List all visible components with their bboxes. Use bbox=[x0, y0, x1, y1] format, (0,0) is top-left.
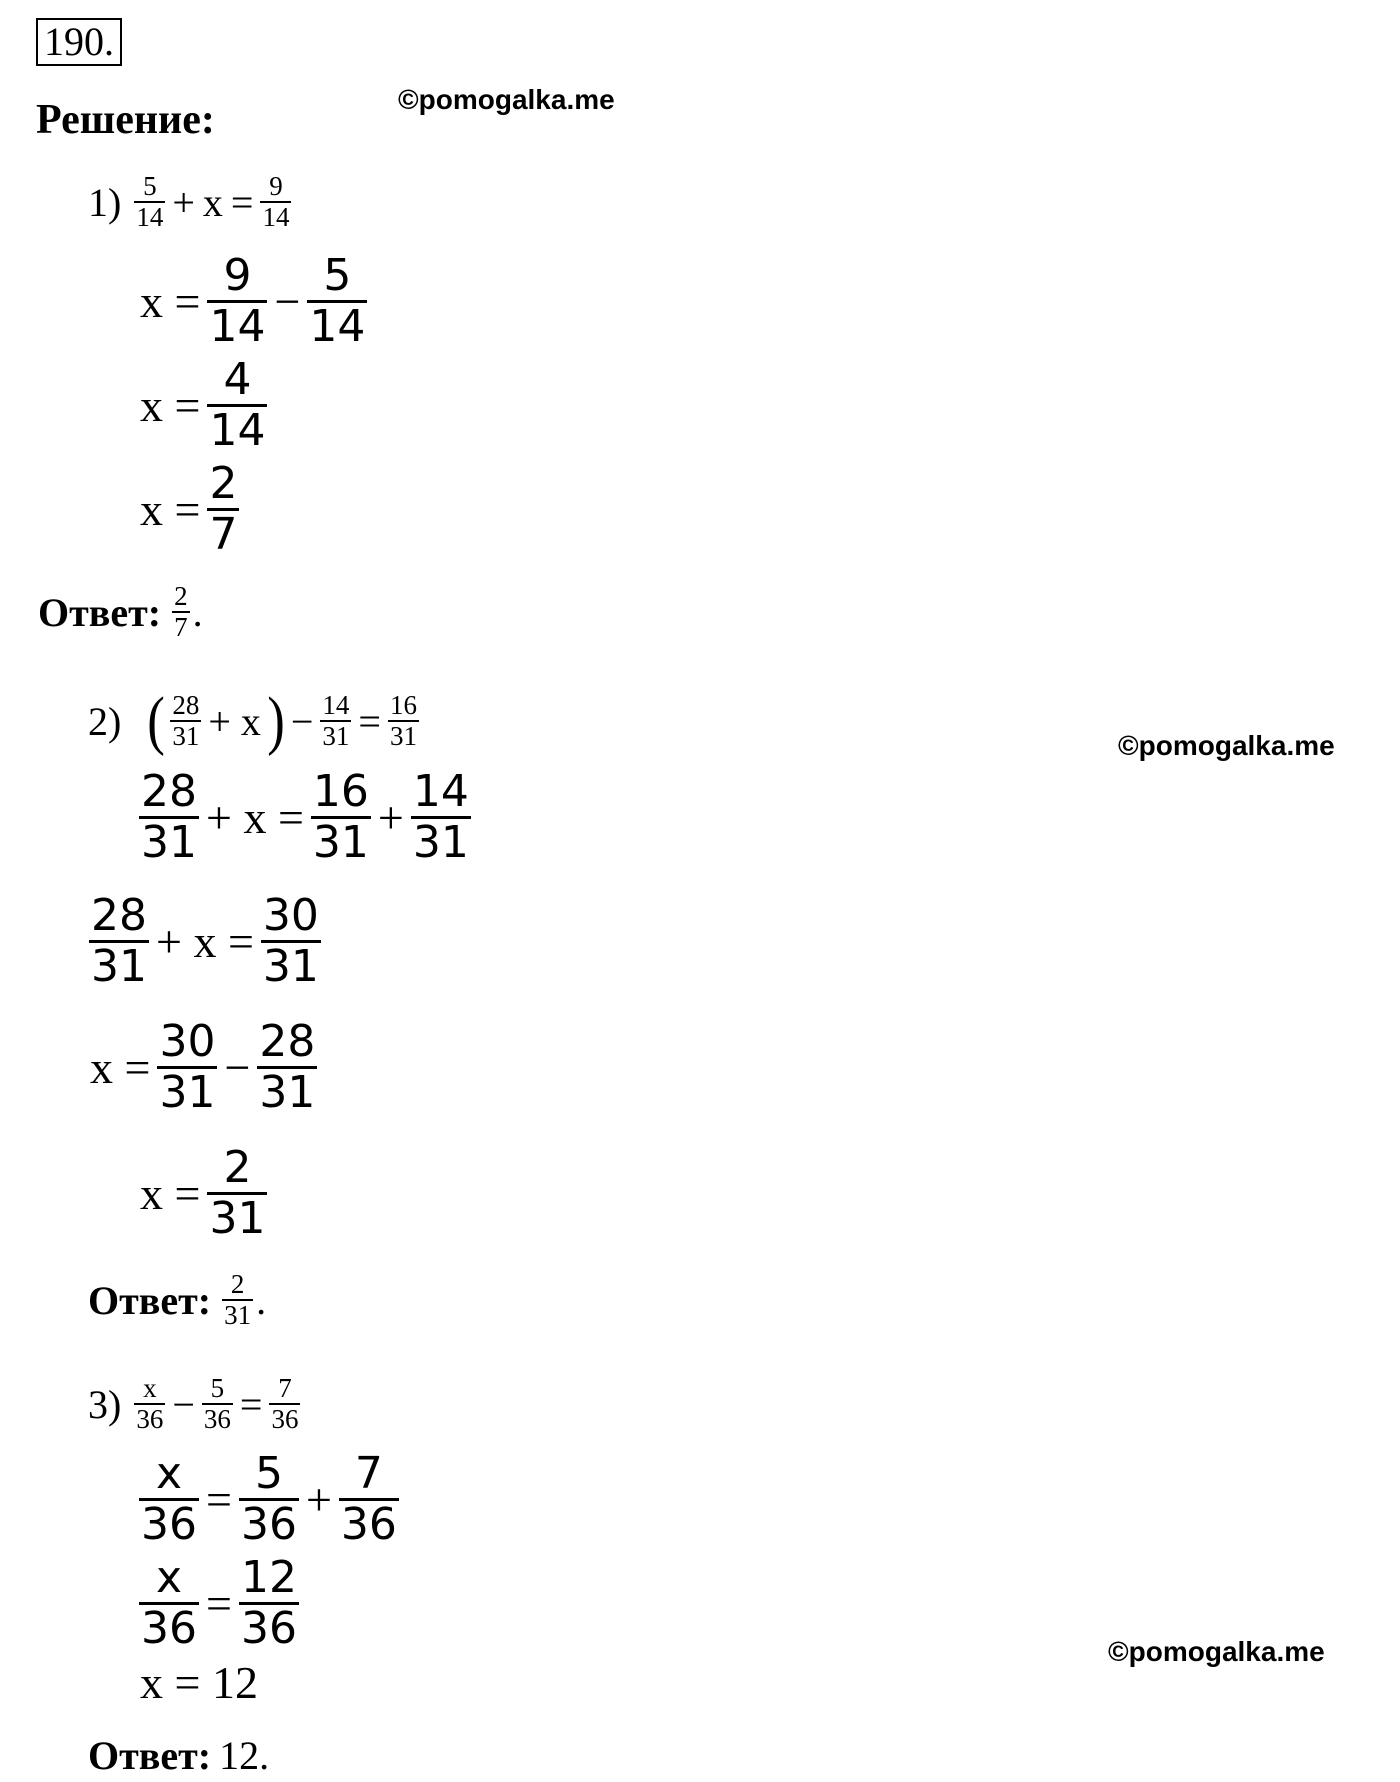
fraction: $\frac{7}{36}$ bbox=[340, 1448, 397, 1550]
task3-step3: x = 12 bbox=[140, 1657, 258, 1708]
fraction: $\frac{28}{31}$ bbox=[91, 890, 147, 992]
answer-label: Ответ: bbox=[38, 589, 162, 635]
fraction: $\frac{x}{36}$ bbox=[141, 1552, 197, 1654]
fraction: $\frac{9}{14}$ bbox=[262, 171, 290, 233]
watermark: ©pomogalka.me bbox=[398, 84, 615, 115]
task2-step3: x = $\frac{30}{31}$ − $\frac{28}{31}$ bbox=[90, 1016, 316, 1118]
fraction: $\frac{12}{36}$ bbox=[240, 1552, 297, 1654]
watermark: ©pomogalka.me bbox=[1108, 1636, 1325, 1667]
task2-step2: $\frac{28}{31}$ + x = $\frac{30}{31}$ bbox=[91, 890, 319, 992]
task-label: 2) bbox=[88, 698, 122, 744]
task1-step2: x = $\frac{4}{14}$ bbox=[140, 354, 266, 456]
task3-step1: $\frac{x}{36}$ = $\frac{5}{36}$ + $\frac{7}{36}$ bbox=[141, 1448, 397, 1550]
watermark: ©pomogalka.me bbox=[1118, 730, 1335, 761]
fraction: $\frac{28}{31}$ bbox=[172, 689, 200, 751]
fraction: $\frac{7}{36}$ bbox=[271, 1373, 299, 1435]
fraction: $\frac{x}{36}$ bbox=[136, 1373, 164, 1435]
task3-step2: $\frac{x}{36}$ = $\frac{12}{36}$ bbox=[141, 1552, 297, 1654]
fraction: $\frac{5}{14}$ bbox=[136, 171, 164, 233]
fraction: $\frac{9}{14}$ bbox=[209, 250, 266, 352]
answer-label: Ответ: bbox=[88, 1733, 212, 1778]
fraction: $\frac{5}{36}$ bbox=[240, 1448, 297, 1550]
fraction: $\frac{2}{31}$ bbox=[224, 1269, 252, 1331]
answer-label: Ответ: bbox=[88, 1277, 212, 1323]
task1-step1: x = $\frac{9}{14}$ − $\frac{5}{14}$ bbox=[140, 250, 366, 352]
fraction: $\frac{14}{31}$ bbox=[322, 689, 350, 751]
fraction: $\frac{2}{7}$ bbox=[174, 581, 188, 643]
fraction: $\frac{2}{31}$ bbox=[209, 1142, 266, 1244]
task3-answer bbox=[88, 1732, 269, 1779]
fraction: $\frac{30}{31}$ bbox=[262, 890, 319, 992]
task2-step4: x = $\frac{2}{31}$ bbox=[140, 1142, 266, 1244]
task1-answer: Ответ: $\frac{2}{7}$ . bbox=[38, 581, 203, 643]
fraction: $\frac{16}{31}$ bbox=[312, 766, 369, 868]
fraction: $\frac{14}{31}$ bbox=[412, 766, 469, 868]
fraction: $\frac{x}{36}$ bbox=[141, 1448, 197, 1550]
fraction: $\frac{4}{14}$ bbox=[209, 354, 266, 456]
task-label: 3) bbox=[88, 1381, 122, 1427]
fraction: $\frac{2}{7}$ bbox=[209, 458, 238, 560]
task2-step1: $\frac{28}{31}$ + x = $\frac{16}{31}$ + $\frac{14}{31}$ bbox=[141, 766, 469, 868]
task2-equation: 2) ( $\frac{28}{31}$ + x ) − $\frac{14}{31}$ = $\frac{16}{31}$ bbox=[88, 684, 417, 757]
fraction: $\frac{28}{31}$ bbox=[141, 766, 197, 868]
fraction: $\frac{30}{31}$ bbox=[159, 1016, 216, 1118]
answer-value: 12. bbox=[219, 1733, 270, 1778]
task1-equation: 1) $\frac{5}{14}$ + x = $\frac{9}{14}$ bbox=[88, 171, 290, 233]
fraction: $\frac{28}{31}$ bbox=[259, 1016, 316, 1118]
solution-heading: Решение: bbox=[36, 97, 215, 143]
task-label: 1) bbox=[88, 179, 122, 225]
problem-number: 190. bbox=[36, 18, 122, 66]
task1-step3: x = $\frac{2}{7}$ bbox=[140, 458, 238, 560]
fraction: $\frac{16}{31}$ bbox=[389, 689, 417, 751]
fraction: $\frac{5}{36}$ bbox=[203, 1373, 231, 1435]
task2-answer: Ответ: $\frac{2}{31}$ . bbox=[88, 1269, 267, 1331]
task3-equation: 3) $\frac{x}{36}$ − $\frac{5}{36}$ = $\frac{7}{36}$ bbox=[88, 1373, 299, 1435]
fraction: $\frac{5}{14}$ bbox=[309, 250, 366, 352]
